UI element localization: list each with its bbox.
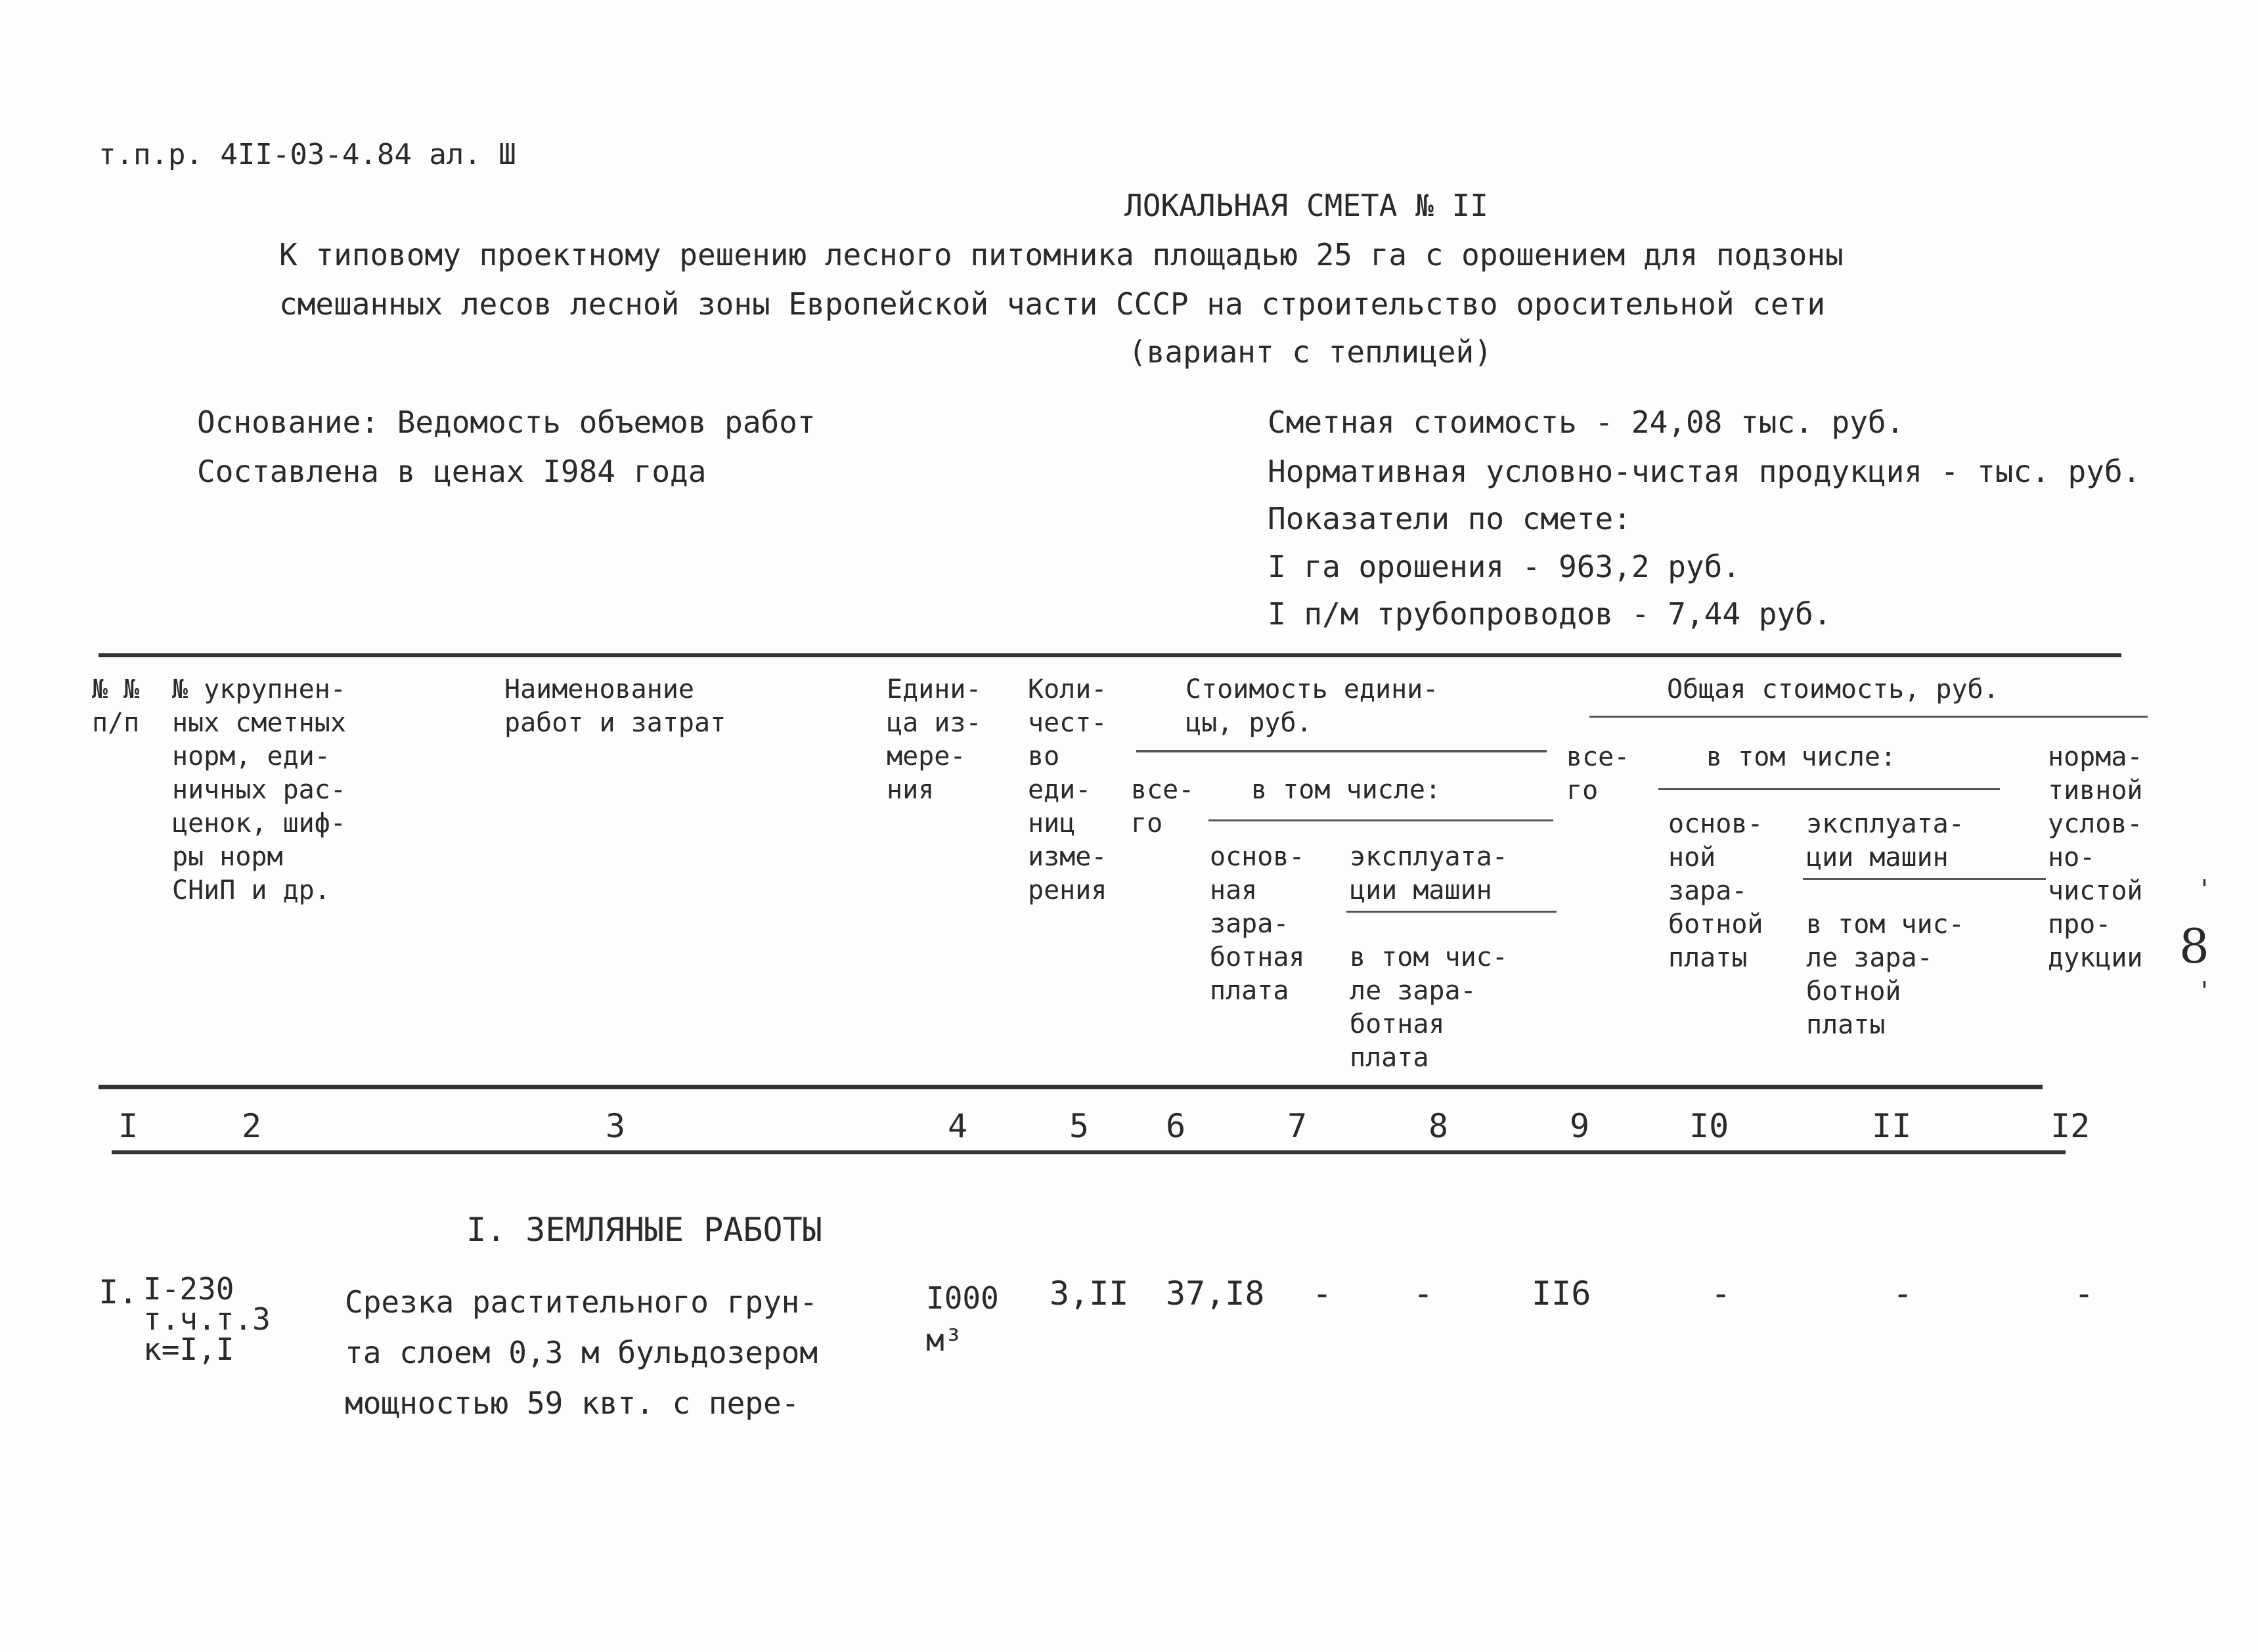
column-number-rule	[112, 1150, 2066, 1154]
row-quantity: 3,II	[1050, 1274, 1129, 1313]
column-number: II	[1872, 1107, 1912, 1145]
header-unit-machine: эксплуата- ции машин	[1350, 842, 1508, 905]
margin-tick-top: '	[2197, 875, 2212, 903]
header-unit-machine-wage: в том чис- ле зара- ботная плата	[1350, 942, 1508, 1073]
header-total-wage: основ- ной зара- ботной платы	[1668, 809, 1763, 973]
header-quantity: Коли- чест- во еди- ниц изме- рения	[1028, 674, 1107, 905]
header-unit: Едини- ца из- мере- ния	[887, 674, 982, 805]
column-number: 7	[1287, 1107, 1308, 1145]
document-title: ЛОКАЛЬНАЯ СМЕТА № II	[1124, 188, 1488, 223]
column-number: 5	[1069, 1107, 1090, 1145]
basis-text: Основание: Ведомость объемов работ	[197, 404, 816, 440]
rule-unit-incl	[1208, 819, 1553, 821]
header-total-machine: эксплуата- ции машин	[1806, 809, 1964, 873]
prices-text: Составлена в ценах I984 года	[197, 454, 707, 489]
column-number: I2	[2050, 1107, 2091, 1145]
rule-total-incl	[1658, 788, 2000, 790]
column-number: 3	[606, 1107, 626, 1145]
header-total-group: Общая стоимость, руб.	[1667, 674, 1999, 705]
column-number: I0	[1689, 1107, 1729, 1145]
header-norm-code: № укрупнен- ных сметных норм, еди- ничных рас- ценок, шиф- ры норм СНиП и др.	[172, 674, 346, 905]
document-reference: т.п.р. 4II-03-4.84 ал. Ш	[99, 138, 516, 171]
table-top-rule	[99, 653, 2121, 657]
header-unit-total: все- го	[1131, 775, 1195, 838]
row-unit-machine: -	[1413, 1274, 1434, 1313]
header-total: все- го	[1566, 742, 1630, 806]
header-total-incl: в том числе:	[1706, 742, 1896, 772]
indicators-label: Показатели по смете:	[1268, 501, 1631, 536]
rule-total-machine	[1803, 878, 2046, 880]
rule-total-group	[1589, 716, 2148, 718]
header-unit-wage: основ- ная зара- ботная плата	[1210, 842, 1305, 1006]
header-unit-incl: в том числе:	[1251, 775, 1441, 805]
normative-product: Нормативная условно-чистая продукция - тыс. руб.	[1268, 454, 2141, 489]
column-number: 4	[948, 1107, 968, 1145]
page-mark: 8	[2179, 919, 2209, 974]
row-total-machine: -	[1893, 1274, 1913, 1313]
column-number: 6	[1166, 1107, 1186, 1145]
indicator-per-hectare: I га орошения - 963,2 руб.	[1268, 549, 1741, 584]
column-number: 2	[242, 1107, 262, 1145]
row-unit: I000 м³	[926, 1280, 999, 1358]
row-total-wage: -	[1711, 1274, 1731, 1313]
header-row-number: № № п/п	[92, 674, 140, 738]
column-number: I	[118, 1107, 139, 1145]
row-unit-wage: -	[1312, 1274, 1333, 1313]
column-number: 8	[1428, 1107, 1449, 1145]
subtitle-line-2: смешанных лесов лесной зоны Европейской части СССР на строительство оросительной сети	[279, 286, 1826, 322]
header-work-name: Наименование работ и затрат	[504, 674, 726, 738]
header-unit-cost-group: Стоимость едини- цы, руб.	[1185, 674, 1439, 738]
row-unit-total: 37,I8	[1166, 1274, 1265, 1313]
rule-unit-machine	[1346, 911, 1557, 913]
row-work-name: Срезка растительного грун- та слоем 0,3 м бульдозером мощностью 59 квт. с пере-	[345, 1284, 818, 1421]
estimated-cost: Сметная стоимость - 24,08 тыс. руб.	[1268, 404, 1905, 440]
header-total-machine-wage: в том чис- ле зара- ботной платы	[1806, 909, 1964, 1040]
subtitle-line-3: (вариант с теплицей)	[1128, 334, 1492, 370]
row-total: II6	[1532, 1274, 1591, 1313]
margin-tick-bottom: '	[2197, 976, 2212, 1005]
row-number: I.	[99, 1273, 139, 1311]
section-title: I. ЗЕМЛЯНЫЕ РАБОТЫ	[466, 1211, 822, 1249]
row-total-normative: -	[2074, 1274, 2094, 1313]
header-bottom-rule	[99, 1085, 2043, 1089]
subtitle-line-1: К типовому проектному решению лесного питомника площадью 25 га с орошением для подзоны	[279, 237, 1844, 272]
header-normative-product: норма- тивной услов- но- чистой про- дукции	[2048, 742, 2143, 973]
row-norm-code: I-230 т.ч.т.3 к=I,I	[143, 1271, 271, 1367]
indicator-per-meter: I п/м трубопроводов - 7,44 руб.	[1268, 596, 1832, 632]
column-number: 9	[1570, 1107, 1590, 1145]
rule-unit-cost	[1136, 750, 1547, 752]
